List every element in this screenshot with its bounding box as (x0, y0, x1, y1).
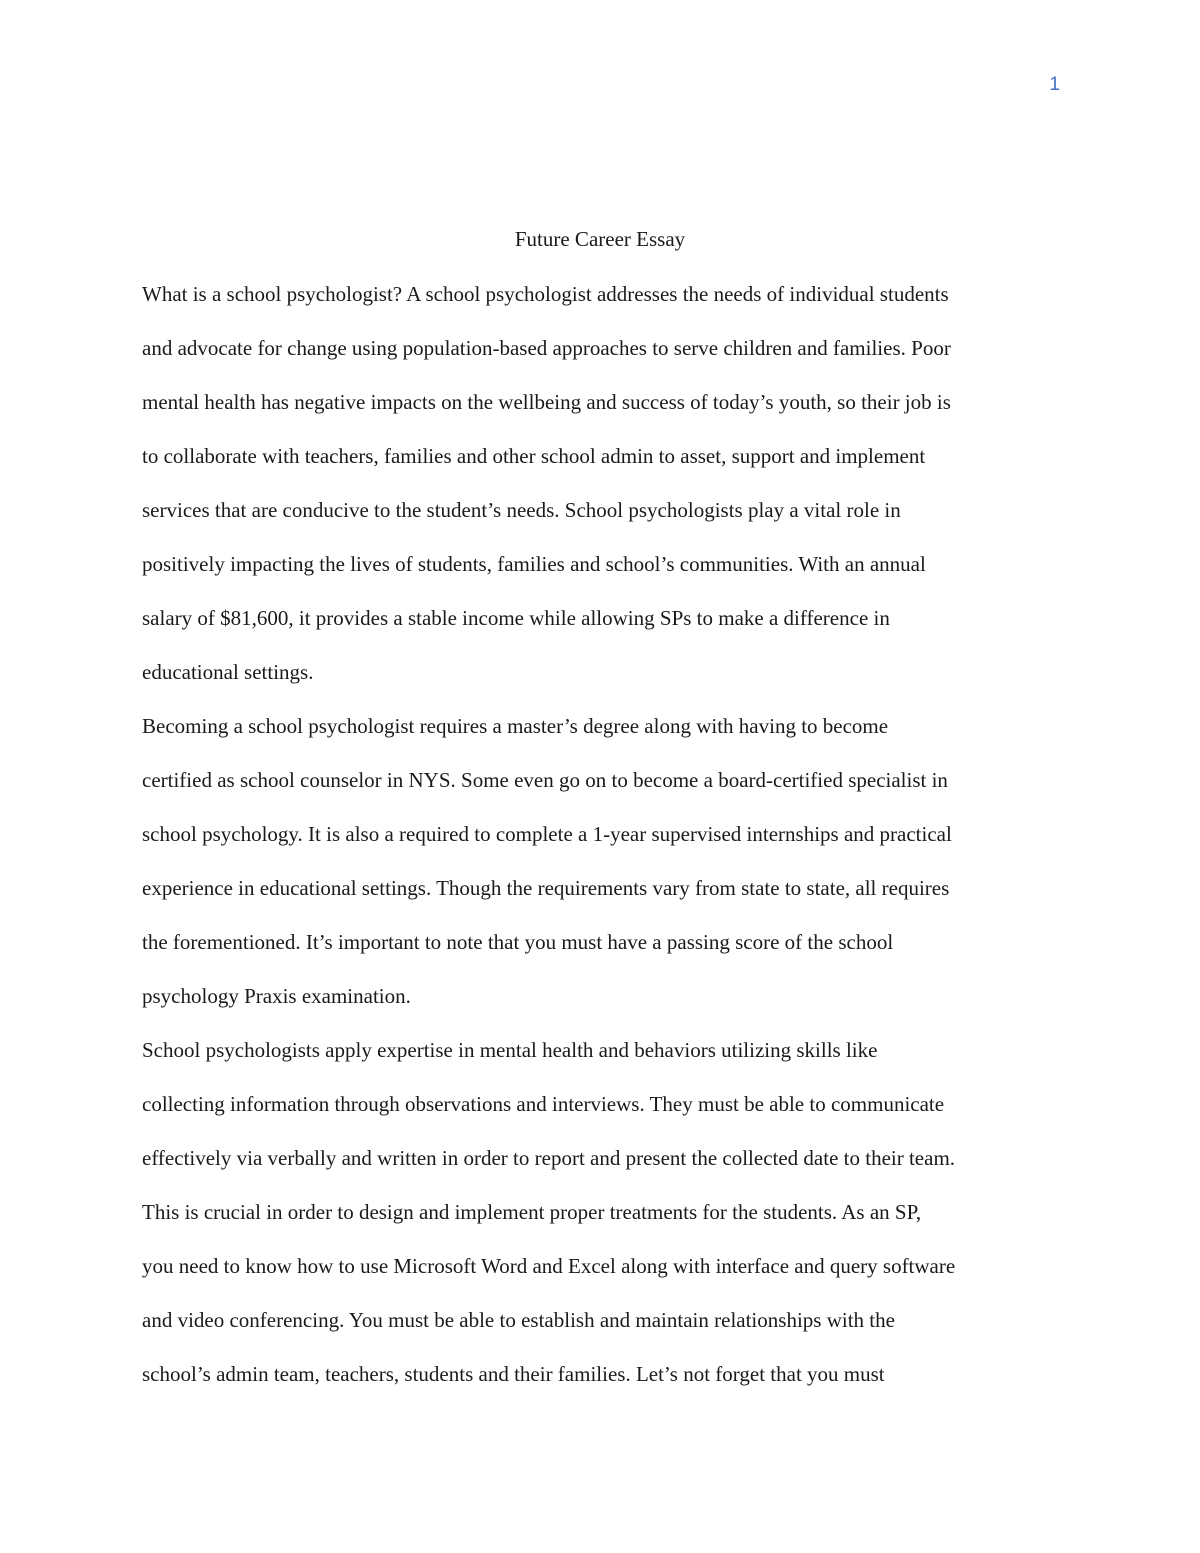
body-line: and video conferencing. You must be able to establish and maintain relationships with the (142, 1308, 895, 1332)
body-line: School psychologists apply expertise in mental health and behaviors utilizing skills like (142, 1038, 878, 1062)
body-line: collecting information through observations and interviews. They must be able to communicate (142, 1092, 945, 1116)
body-line: school psychology. It is also a required to complete a 1-year supervised internships and practical (142, 822, 952, 846)
body-line: services that are conducive to the student’s needs. School psychologists play a vital role in (142, 498, 901, 522)
body-line: and advocate for change using population-based approaches to serve children and families. Poor (142, 336, 951, 360)
body-line: educational settings. (142, 660, 314, 684)
body-line: the forementioned. It’s important to note that you must have a passing score of the school (142, 930, 894, 954)
body-line: salary of $81,600, it provides a stable income while allowing SPs to make a difference in (142, 606, 890, 630)
body-line: certified as school counselor in NYS. Some even go on to become a board-certified specialist in (142, 768, 948, 792)
page-number: 1 (1049, 74, 1060, 95)
body-line: effectively via verbally and written in order to report and present the collected date to their team. (142, 1146, 956, 1170)
essay-title: Future Career Essay (514, 227, 686, 251)
body-line: mental health has negative impacts on the wellbeing and success of today’s youth, so their job is (142, 390, 951, 414)
body-line: psychology Praxis examination. (142, 984, 411, 1008)
body-line: What is a school psychologist? A school psychologist addresses the needs of individual students (142, 282, 949, 306)
body-line: Becoming a school psychologist requires a master’s degree along with having to become (142, 714, 889, 738)
body-line: to collaborate with teachers, families and other school admin to asset, support and implement (142, 444, 926, 468)
body-line: experience in educational settings. Though the requirements vary from state to state, all requires (142, 876, 950, 900)
body-line: positively impacting the lives of students, families and school’s communities. With an annual (142, 552, 926, 576)
body-line: school’s admin team, teachers, students and their families. Let’s not forget that you must (142, 1362, 885, 1386)
body-line: This is crucial in order to design and implement proper treatments for the students. As an SP, (142, 1200, 922, 1224)
body-line: you need to know how to use Microsoft Word and Excel along with interface and query software (142, 1254, 956, 1278)
